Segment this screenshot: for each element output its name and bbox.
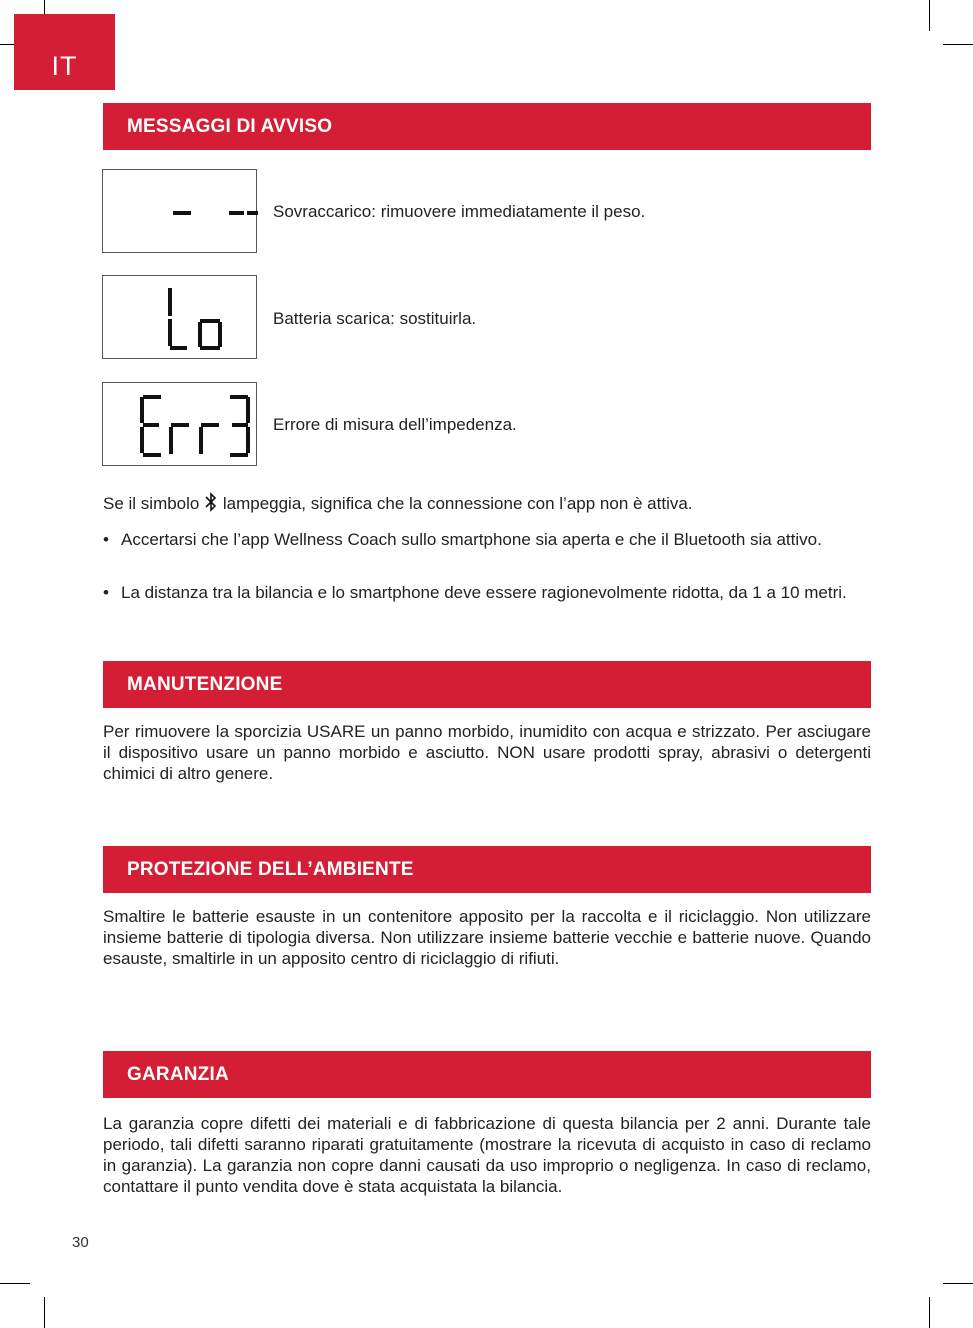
list-item-text: La distanza tra la bilancia e lo smartphone deve essere ragionevolmente ridotta, da 1 a 10 metri. [121,583,847,602]
lcd-display-error [102,382,257,466]
bullet-dot: • [103,583,109,602]
crop-mark [44,1297,45,1328]
bluetooth-icon [205,492,217,517]
crop-mark [943,1283,973,1284]
language-tab: IT [14,14,115,90]
warning-text-overload: Sovraccarico: rimuovere immediatamente il peso. [273,202,646,221]
bluetooth-notice-before: Se il simbolo [103,494,200,513]
lcd-lo-graphic [103,276,258,360]
lcd-err3-graphic [103,383,258,467]
lcd-display-low-battery [102,275,257,359]
page-number: 30 [72,1234,89,1251]
section-header-warranty: GARANZIA [103,1051,871,1098]
environment-text: Smaltire le batterie esauste in un contenitore apposito per la raccolta e il riciclaggio. Non utilizzare insieme batterie di tipologia diversa. Non utilizzare insieme batterie vecchie e batterie nuove. Quando esauste, smaltirle in un apposito centro di riciclaggio di rifiuti. [103,907,871,968]
warning-text-low-battery: Batteria scarica: sostituirla. [273,309,477,328]
crop-mark [0,1283,30,1284]
maintenance-text: Per rimuovere la sporcizia USARE un panno morbido, inumidito con acqua e strizzato. Per asciugare il dispositivo usare un panno morbido e asciutto. NON usare prodotti spray, abrasivi o detergenti chimici di altro genere. [103,722,871,783]
list-item [103,529,871,550]
section-header-environment: PROTEZIONE DELL’AMBIENTE [103,846,871,893]
section-header-warnings: MESSAGGI DI AVVISO [103,103,871,150]
section-header-maintenance: MANUTENZIONE [103,661,871,708]
bluetooth-notice-after: lampeggia, significa che la connessione con l’app non è attiva. [222,494,693,513]
crop-mark [943,44,973,45]
warranty-text: La garanzia copre difetti dei materiali e di fabbricazione di questa bilancia per 2 anni. Durante tale periodo, tali difetti saranno riparati gratuitamente (mostrare la ricevuta di acquisto in caso di reclamo in garanzia). La garanzia non copre danni causati da uso improprio o negligenza. In caso di reclamo, contattare il punto vendita dove è stata acquistata la bilancia. [103,1114,871,1196]
lcd-display-overload [102,169,257,253]
bullet-dot: • [103,530,109,549]
lcd-dashes-graphic [103,170,258,254]
crop-mark [929,0,930,31]
crop-mark [929,1297,930,1328]
list-item [103,582,871,603]
bluetooth-notice [103,492,693,517]
list-item-text: Accertarsi che l’app Wellness Coach sullo smartphone sia aperta e che il Bluetooth sia attivo. [121,530,822,549]
warning-text-error: Errore di misura dell’impedenza. [273,415,517,434]
